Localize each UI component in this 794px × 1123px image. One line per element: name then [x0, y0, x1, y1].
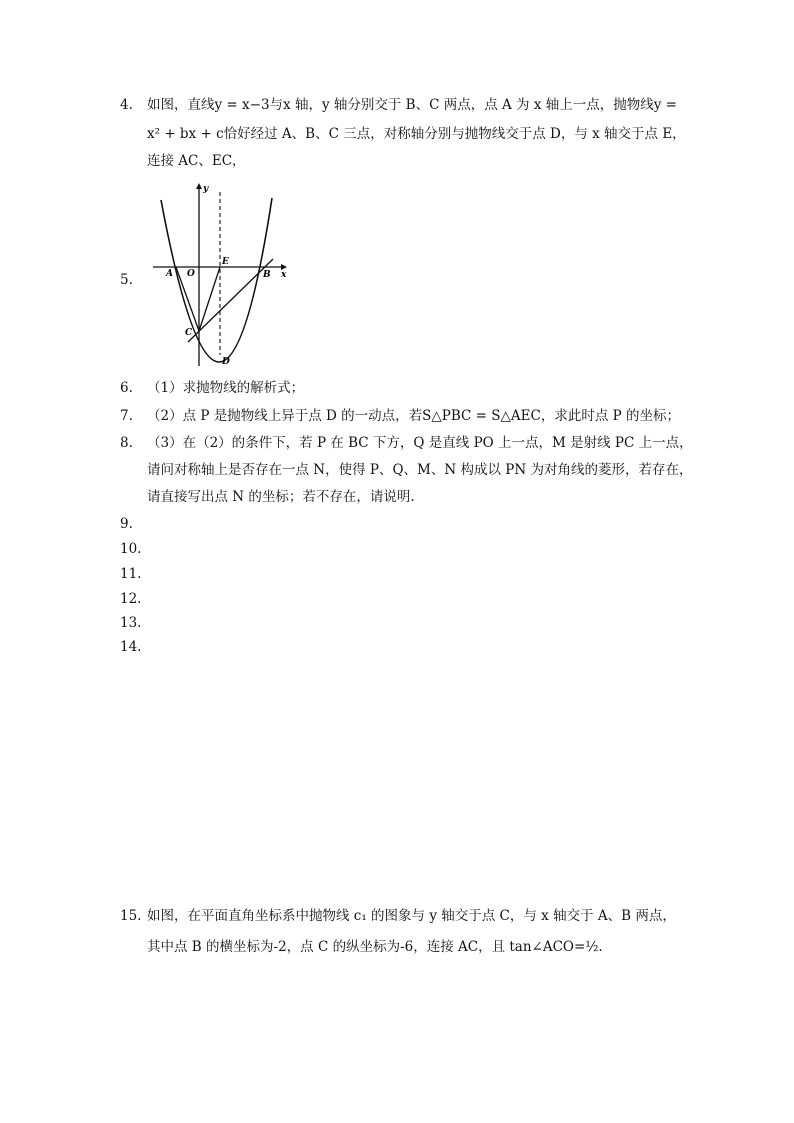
label-y: y: [203, 184, 209, 194]
line-number: 5.: [120, 272, 133, 288]
figure-line: [120, 270, 147, 290]
empty-line-10: 10.: [120, 541, 142, 557]
item-8: [120, 433, 693, 453]
item-6: [120, 378, 304, 398]
empty-line-13: 13.: [120, 615, 142, 631]
item-8-text: （3）在（2）的条件下，若 P 在 BC 下方，Q 是直线 PO 上一点，M 是射线 PC 上一点，: [147, 435, 693, 451]
label-e: E: [222, 257, 229, 267]
line-number: 7.: [120, 408, 133, 424]
empty-line-9: 9.: [120, 516, 133, 532]
problem-4-line-1: [120, 95, 677, 115]
label-c: C: [185, 328, 193, 338]
problem-15-line-1: [120, 906, 676, 926]
problem-15-text-1: 如图，在平面直角坐标系中抛物线 c₁ 的图象与 y 轴交于点 C，与 x 轴交于 A、B 两点，: [147, 908, 676, 924]
parabola-curve: [161, 198, 272, 362]
line-bc: [188, 259, 273, 342]
problem-4-text-1: 如图，直线y = x−3与x 轴，y 轴分别交于 B、C 两点，点 A 为 x 轴上一点，抛物线y =: [147, 97, 677, 113]
item-6-text: （1）求抛物线的解析式；: [147, 380, 305, 396]
label-x: x: [281, 270, 287, 280]
parabola-figure: [150, 180, 290, 366]
line-number: 6.: [120, 380, 133, 396]
parabola-diagram: [150, 180, 290, 366]
y-axis-arrow: [196, 183, 202, 189]
label-a: A: [166, 269, 173, 279]
item-8-cont-1: 请问对称轴上是否存在一点 N，使得 P、Q、M、N 构成以 PN 为对角线的菱形，若存在，: [147, 462, 693, 478]
empty-line-14: 14.: [120, 639, 142, 655]
problem-15-line-2: 其中点 B 的横坐标为-2，点 C 的纵坐标为-6，连接 AC，且 tan∠ACO=½.: [147, 939, 603, 955]
problem-4-line-2: x² + bx + c恰好经过 A、B、C 三点，对称轴分别与抛物线交于点 D，与 x 轴交于点 E，: [147, 126, 686, 142]
line-number: 8.: [120, 435, 133, 451]
label-b: B: [263, 270, 271, 280]
empty-line-12: 12.: [120, 591, 142, 607]
empty-line-11: 11.: [120, 566, 142, 582]
label-o: O: [187, 269, 195, 279]
item-7: [120, 406, 680, 426]
label-d: D: [222, 357, 230, 366]
item-8-cont-2: 请直接写出点 N 的坐标；若不存在，请说明.: [147, 489, 415, 505]
line-number: 4.: [120, 97, 133, 113]
line-number: 15.: [120, 908, 142, 924]
problem-4-line-3: 连接 AC、EC，: [147, 153, 246, 169]
item-7-text: （2）点 P 是抛物线上异于点 D 的一动点，若S△PBC = S△AEC，求此时点 P 的坐标；: [147, 408, 680, 424]
